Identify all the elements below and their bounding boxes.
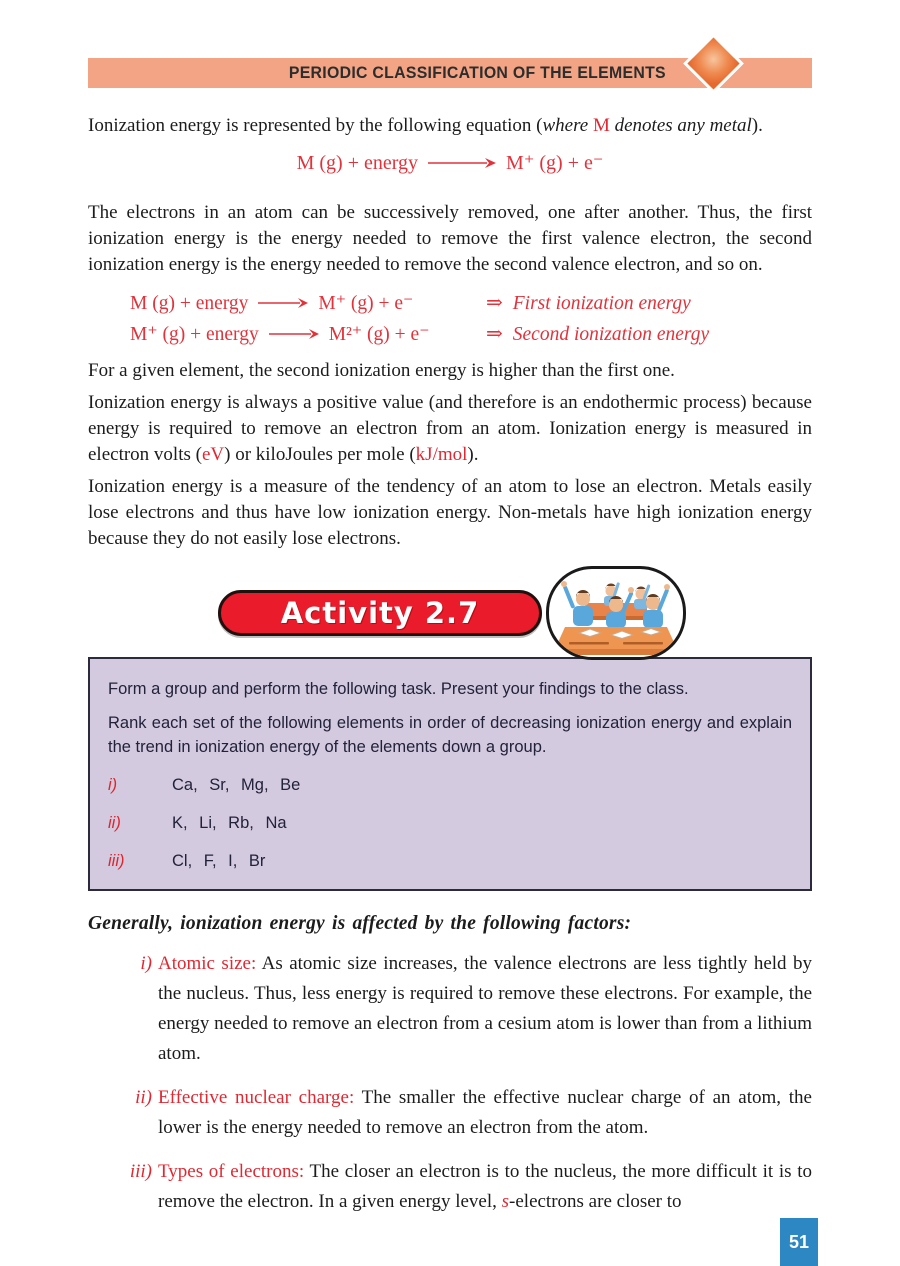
- equation-rhs: M⁺ (g) + e⁻: [318, 293, 414, 314]
- activity-pill: [218, 590, 542, 636]
- factor-item-atomic-size: [88, 949, 812, 1069]
- reaction-row: [130, 288, 812, 319]
- paragraph-second-higher: For a given element, the second ionization energy is higher than the first one.: [88, 360, 675, 381]
- reaction-result: First ionization energy: [512, 293, 691, 314]
- equation-lhs: M⁺ (g) + energy: [130, 324, 259, 345]
- factor-numeral: iii): [129, 1161, 152, 1182]
- activity-task-box: [88, 657, 812, 891]
- equation-lhs: M (g) + energy: [130, 293, 249, 314]
- activity-instruction: Rank each set of the following elements in order of decreasing ionization energy and explain the trend in ionization energy of the elements down a group.: [108, 714, 792, 756]
- factor-lead: Atomic size:: [158, 953, 257, 974]
- item-numeral: i): [108, 776, 118, 794]
- paragraph-text: ).: [751, 115, 763, 136]
- element-set: Cl, F, I, Br: [172, 852, 266, 870]
- reaction-result: Second ionization energy: [512, 324, 710, 345]
- activity-item: [108, 773, 792, 797]
- paragraph-text: ).: [467, 444, 479, 465]
- paragraph-text: Ionization energy is always a positive value (and therefore is an endothermic process) because energy is required to remove an electron from an atom. Ionization energy is measured in electron volts (: [88, 392, 812, 465]
- reaction-equation: [130, 288, 486, 319]
- factor-lead: Types of electrons:: [158, 1161, 305, 1182]
- implies-icon: ⇒: [486, 292, 503, 314]
- reaction-row: [130, 319, 812, 350]
- unit-kjmol: kJ/mol: [415, 444, 468, 465]
- activity-label: Activity 2.7: [280, 596, 480, 630]
- activity-instruction: Form a group and perform the following task. Present your findings to the class.: [108, 680, 689, 698]
- paragraph-ionization-intro: [88, 113, 812, 139]
- factor-numeral: i): [140, 953, 152, 974]
- paragraph-text: ) or kiloJoules per mole (: [224, 444, 416, 465]
- factor-text: -electrons are closer to: [509, 1191, 682, 1212]
- reaction-equation: [130, 319, 486, 350]
- italic-text: denotes any metal: [609, 115, 752, 136]
- equation-rhs: M⁺ (g) + e⁻: [506, 152, 604, 174]
- factor-text: The closer an electron is to the nucleus, the more difficult it is to remove the electron. In a given energy level,: [158, 1161, 812, 1212]
- main-equation: [88, 148, 812, 178]
- factor-numeral: ii): [135, 1087, 152, 1108]
- activity-item: [108, 849, 792, 873]
- unit-ev: eV: [201, 444, 225, 465]
- factors-heading: Generally, ionization energy is affected by the following factors:: [88, 913, 632, 934]
- factor-lead: Effective nuclear charge:: [158, 1087, 355, 1108]
- factor-text: The smaller the effective nuclear charge of an atom, the lower is the energy needed to remove an electron from the atom.: [158, 1087, 812, 1138]
- page-content: [0, 58, 900, 1217]
- factor-item-electron-types: [88, 1157, 812, 1217]
- diamond-icon: [683, 33, 744, 94]
- activity-banner: [218, 566, 812, 660]
- italic-text: where: [542, 115, 593, 136]
- paragraph-text: Ionization energy is represented by the following equation (: [88, 115, 543, 136]
- long-arrow-icon: [257, 297, 309, 309]
- paragraph-successive-removal: The electrons in an atom can be successively removed, one after another. Thus, the first ionization energy is the energy needed to remove the first valence electron, the second ionization energy is the energy needed to remove the second valence electron, and so on.: [88, 202, 812, 275]
- long-arrow-icon: [427, 157, 497, 169]
- equation-lhs: M (g) + energy: [296, 152, 419, 174]
- reaction-list: [130, 288, 812, 350]
- factor-text: As atomic size increases, the valence electrons are less tightly held by the nucleus. Thus, less energy is required to remove these electrons. For example, the energy needed to remove an electron from a cesium atom is lower than from a lithium atom.: [158, 953, 812, 1064]
- metal-symbol: M: [592, 115, 610, 136]
- activity-item: [108, 811, 792, 835]
- item-numeral: iii): [108, 852, 125, 870]
- paragraph-tendency: Ionization energy is a measure of the tendency of an atom to lose an electron. Metals easily lose electrons and thus have low ionization energy. Non-metals have high ionization energy because they do not easily lose electrons.: [88, 476, 812, 549]
- s-orbital-emphasis: s: [501, 1191, 510, 1212]
- element-set: K, Li, Rb, Na: [172, 814, 287, 832]
- paragraph-positive-value: [88, 390, 812, 468]
- chapter-header-bar: [88, 58, 812, 88]
- equation-rhs: M²⁺ (g) + e⁻: [328, 324, 430, 345]
- page-number: 51: [788, 1231, 810, 1252]
- chapter-title: PERIODIC CLASSIFICATION OF THE ELEMENTS: [289, 63, 667, 82]
- student-figure: [561, 581, 593, 626]
- students-illustration-icon: [546, 566, 686, 660]
- factor-item-nuclear-charge: [88, 1083, 812, 1143]
- implies-icon: ⇒: [486, 323, 503, 345]
- page-number-badge: [780, 1218, 818, 1266]
- item-numeral: ii): [108, 814, 121, 832]
- long-arrow-icon: [268, 328, 320, 340]
- element-set: Ca, Sr, Mg, Be: [172, 776, 301, 794]
